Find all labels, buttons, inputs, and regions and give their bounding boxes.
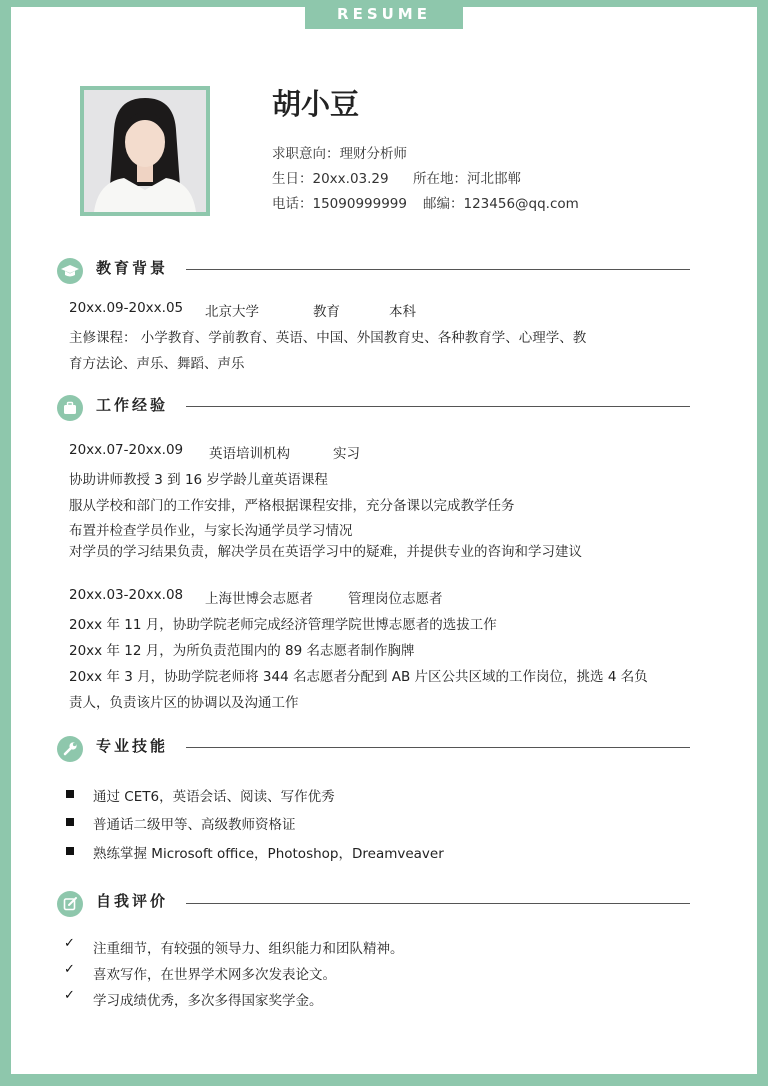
portrait-image xyxy=(84,90,206,212)
job-role: 实习 xyxy=(333,446,360,462)
briefcase-icon xyxy=(57,395,83,421)
skills-title: 专业技能 xyxy=(96,737,169,755)
edit-icon xyxy=(57,891,83,917)
skill-item: 熟练掌握 Microsoft office，Photoshop，Dreamveaver xyxy=(93,846,444,862)
job-role: 管理岗位志愿者 xyxy=(348,591,443,607)
education-period: 20xx.09-20xx.05 xyxy=(69,300,184,316)
profile-photo xyxy=(80,86,210,216)
candidate-name: 胡小豆 xyxy=(272,87,360,121)
job-org: 英语培训机构 xyxy=(209,446,290,462)
skill-item: 普通话二级甲等、高级教师资格证 xyxy=(93,817,296,833)
education-degree: 本科 xyxy=(389,304,416,320)
job-period: 20xx.07-20xx.09 xyxy=(69,442,184,458)
job-duty: 服从学校和部门的工作安排，严格根据课程安排，充分备课以完成教学任务 xyxy=(69,498,515,514)
job-duty: 责人，负责该片区的协调以及沟通工作 xyxy=(69,695,299,711)
skill-item: 通过 CET6，英语会话、阅读、写作优秀 xyxy=(93,789,335,805)
self-eval-item: 学习成绩优秀，多次多得国家奖学金。 xyxy=(93,993,323,1009)
check-icon: ✓ xyxy=(64,936,75,951)
job-duty: 20xx 年 11 月，协助学院老师完成经济管理学院世博志愿者的选拔工作 xyxy=(69,617,497,633)
work-title: 工作经验 xyxy=(96,396,169,414)
check-icon: ✓ xyxy=(64,962,75,977)
graduation-cap-icon xyxy=(57,258,83,284)
job-duty: 协助讲师教授 3 到 16 岁学龄儿童英语课程 xyxy=(69,472,328,488)
wrench-icon xyxy=(57,736,83,762)
education-courses-cont: 育方法论、声乐、舞蹈、声乐 xyxy=(69,356,245,372)
job-org: 上海世博会志愿者 xyxy=(205,591,313,607)
job-duty: 对学员的学习结果负责，解决学员在英语学习中的疑难，并提供专业的咨询和学习建议 xyxy=(69,544,582,560)
bullet-square xyxy=(66,847,74,855)
section-divider xyxy=(186,269,690,270)
self-eval-item: 喜欢写作，在世界学术网多次发表论文。 xyxy=(93,967,336,983)
section-divider xyxy=(186,747,690,748)
education-courses: 主修课程： 小学教育、学前教育、英语、中国、外国教育史、各种教育学、心理学、教 xyxy=(69,330,587,346)
job-period: 20xx.03-20xx.08 xyxy=(69,587,184,603)
job-objective: 求职意向：理财分析师 xyxy=(272,146,407,162)
check-icon: ✓ xyxy=(64,988,75,1003)
job-duty: 布置并检查学员作业，与家长沟通学员学习情况 xyxy=(69,523,353,539)
bullet-square xyxy=(66,818,74,826)
job-duty: 20xx 年 12 月，为所负责范围内的 89 名志愿者制作胸牌 xyxy=(69,643,415,659)
location: 所在地：河北邯郸 xyxy=(413,171,521,187)
self-eval-item: 注重细节，有较强的领导力、组织能力和团队精神。 xyxy=(93,941,404,957)
education-title: 教育背景 xyxy=(96,259,169,277)
job-duty: 20xx 年 3 月，协助学院老师将 344 名志愿者分配到 AB 片区公共区域的工作岗位，挑选 4 名负 xyxy=(69,669,648,685)
bullet-square xyxy=(66,790,74,798)
education-school: 北京大学 xyxy=(205,304,259,320)
birthday: 生日：20xx.03.29 xyxy=(272,171,389,187)
self-eval-title: 自我评价 xyxy=(96,892,169,910)
resume-tab: RESUME xyxy=(305,0,463,29)
section-divider xyxy=(186,406,690,407)
education-major: 教育 xyxy=(313,304,340,320)
email: 邮编：123456@qq.com xyxy=(423,196,579,212)
phone: 电话：15090999999 xyxy=(272,196,407,212)
section-divider xyxy=(186,903,690,904)
